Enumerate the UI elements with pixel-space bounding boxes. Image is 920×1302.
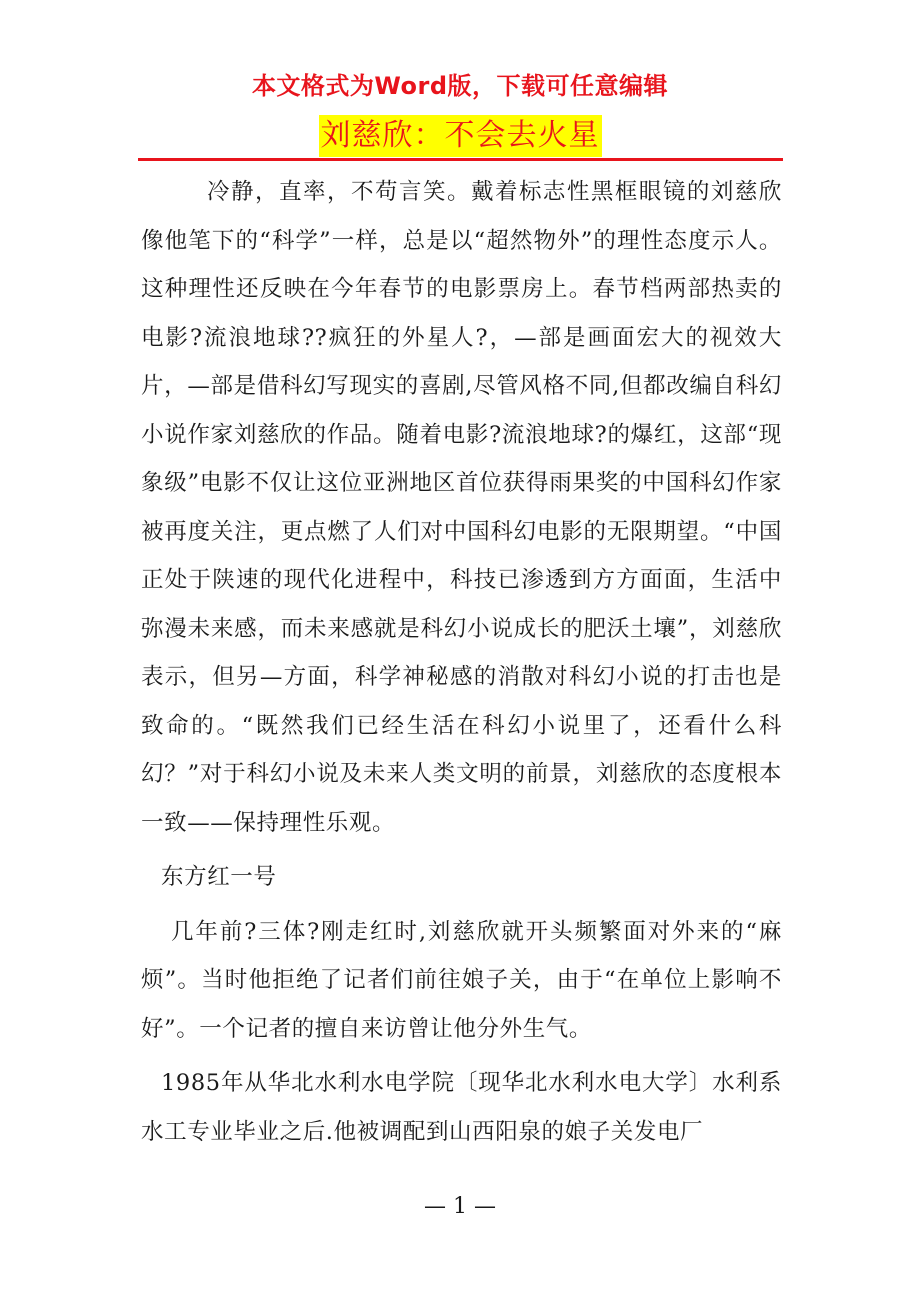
document-title: 刘慈欣：不会去火星 [319,115,602,157]
article-body [141,168,782,1156]
title-container [0,115,920,157]
title-divider [138,158,783,161]
section-heading: 东方红一号 [161,864,277,890]
format-notice: 本文格式为Word版，下载可任意编辑 [251,72,669,100]
paragraph-three-body: 几年前?三体?刚走红时,刘慈欣就开头频繁面对外来的“麻烦”。当时他拒绝了记者们前往娘子关，由于“在单位上影响不好”。一个记者的擅自来访曾让他分外生气。 [141,918,782,1042]
paragraph-graduation: 1985年从华北水利水电学院〔现华北水利水电大学〕水利系水工专业毕业之后.他被调配到山西阳泉的娘子关发电厂 [141,1070,782,1145]
page-number: — 1 — [424,1194,496,1219]
paragraph-intro: 冷静，直率，不苟言笑。戴着标志性黑框眼镜的刘慈欣像他笔下的“科学”一样，总是以“超然物外”的理性态度示人。这种理性还反映在今年春节的电影票房上。春节档两部热卖的电影?流浪地球??疯狂的外星人?，—部是画面宏大的视效大片，—部是借科幻写现实的喜剧,尽管风格不同,但都改编自科幻小说作家刘慈欣的作品。随着电影?流浪地球?的爆红，这部“现象级”电影不仅让这位亚洲地区首位获得雨果奖的中国科幻作家被再度关注，更点燃了人们对中国科幻电影的无限期望。“中国正处于陕速的现代化进程中，科技已渗透到方方面面，生活中弥漫未来感，而未来感就是科幻小说成长的肥沃土壤”，刘慈欣表示，但另—方面，科学神秘感的消散对科幻小说的打击也是致命的。“既然我们已经生活在科幻小说里了，还看什么科幻？”对于科幻小说及未来人类文明的前景，刘慈欣的态度根本一致——保持理性乐观。 [141,179,782,836]
